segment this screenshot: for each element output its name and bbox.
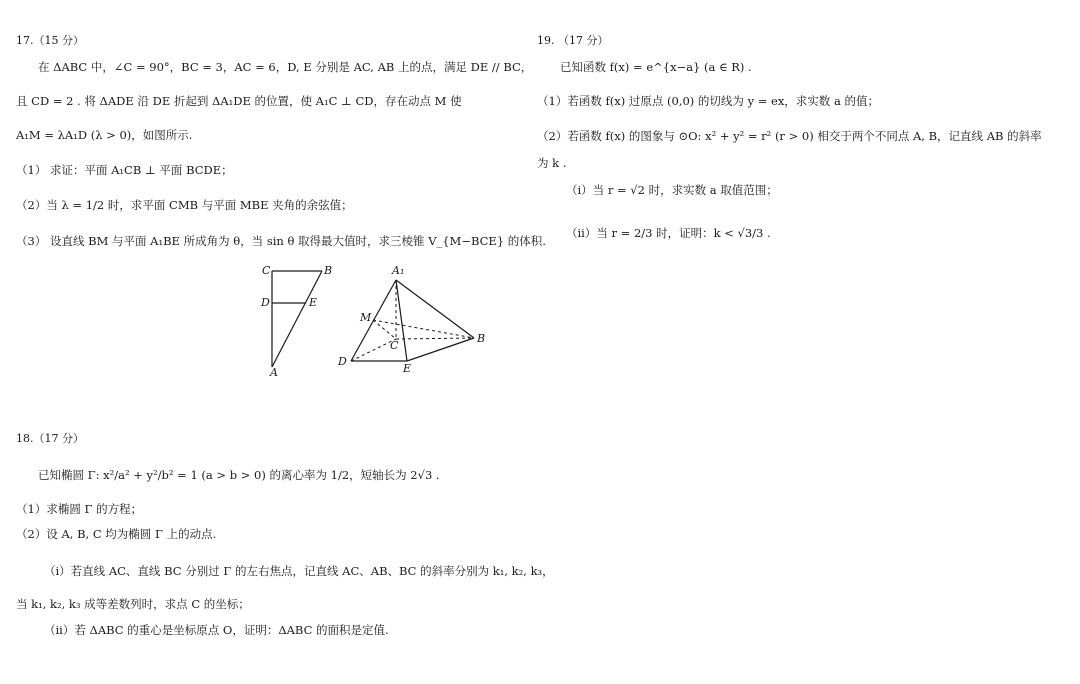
edge-MB-hidden xyxy=(373,320,474,338)
label-D-3d: D xyxy=(338,355,347,368)
segment-BA xyxy=(272,271,322,367)
label-C-3d: C xyxy=(390,339,399,352)
label-M: M xyxy=(360,311,372,324)
q17-part-3: （3） 设直线 BM 与平面 A₁BE 所成角为 θ，当 sin θ 取得最大值时，求三棱锥 V_{M−BCE} 的体积. xyxy=(16,234,546,248)
label-A: A xyxy=(270,366,278,379)
label-D: D xyxy=(261,296,270,309)
q19-header: 19. （17 分） xyxy=(537,34,609,47)
q19-part-2-line-2: 为 k . xyxy=(537,156,567,170)
label-B: B xyxy=(324,264,333,277)
q19-part-2-ii: （ii）当 r = 2/3 时，证明：k < √3/3 . xyxy=(566,226,771,240)
q18-part-2-i-line-1: （i）若直线 AC、直线 BC 分别过 Γ 的左右焦点，记直线 AC、AB、BC 的斜率分别为 k₁, k₂, k₃， xyxy=(44,564,554,578)
q18-part-1: （1）求椭圆 Γ 的方程； xyxy=(16,502,143,516)
q17-intro-line-1: 在 ΔABC 中，∠C = 90°，BC = 3，AC = 6，D, E 分别是 AC, AB 上的点，满足 DE // BC， xyxy=(38,60,533,74)
q18-header: 18.（17 分） xyxy=(16,432,84,445)
q17-intro-line-2: 且 CD = 2 . 将 ΔADE 沿 DE 折起到 ΔA₁DE 的位置，使 A₁C ⊥ CD，存在动点 M 使 xyxy=(16,94,462,108)
q17-intro-line-3: A₁M = λA₁D (λ > 0)，如图所示. xyxy=(16,128,193,142)
q17-part-1: （1） 求证：平面 A₁CB ⊥ 平面 BCDE； xyxy=(16,163,233,177)
edge-CB-hidden xyxy=(396,338,474,339)
label-A1: A₁ xyxy=(392,264,405,277)
q18-part-2-i-line-2: 当 k₁, k₂, k₃ 成等差数列时，求点 C 的坐标； xyxy=(16,597,250,611)
q18-part-2-ii: （ii）若 ΔABC 的重心是坐标原点 O，证明：ΔABC 的面积是定值. xyxy=(44,623,389,637)
label-B-3d: B xyxy=(477,332,486,345)
label-C: C xyxy=(262,264,271,277)
q19-part-2-i: （i）当 r = √2 时，求实数 a 取值范围； xyxy=(566,183,778,197)
q19-part-1: （1）若函数 f(x) 过原点 (0,0) 的切线为 y = ex，求实数 a 的值； xyxy=(537,94,879,108)
label-E-3d: E xyxy=(403,362,412,375)
q18-intro: 已知椭圆 Γ: x²/a² + y²/b² = 1 (a > b > 0) 的离心率为 1/2，短轴长为 2√3 . xyxy=(38,468,440,482)
q17-part-2: （2）当 λ = 1/2 时，求平面 CMB 与平面 MBE 夹角的余弦值； xyxy=(16,198,353,212)
q18-part-2: （2）设 A, B, C 均为椭圆 Γ 上的动点. xyxy=(16,527,217,541)
q19-intro: 已知函数 f(x) = e^{x−a} (a ∈ R) . xyxy=(560,60,752,74)
q17-header: 17.（15 分） xyxy=(16,34,84,47)
label-E: E xyxy=(309,296,318,309)
edge-A1B xyxy=(396,280,474,338)
edge-EB xyxy=(407,338,474,361)
edge-MC-hidden xyxy=(373,320,396,339)
q19-part-2-line-1: （2）若函数 f(x) 的图象与 ⊙O: x² + y² = r² (r > 0) 相交于两个不同点 A, B，记直线 AB 的斜率 xyxy=(537,129,1042,143)
